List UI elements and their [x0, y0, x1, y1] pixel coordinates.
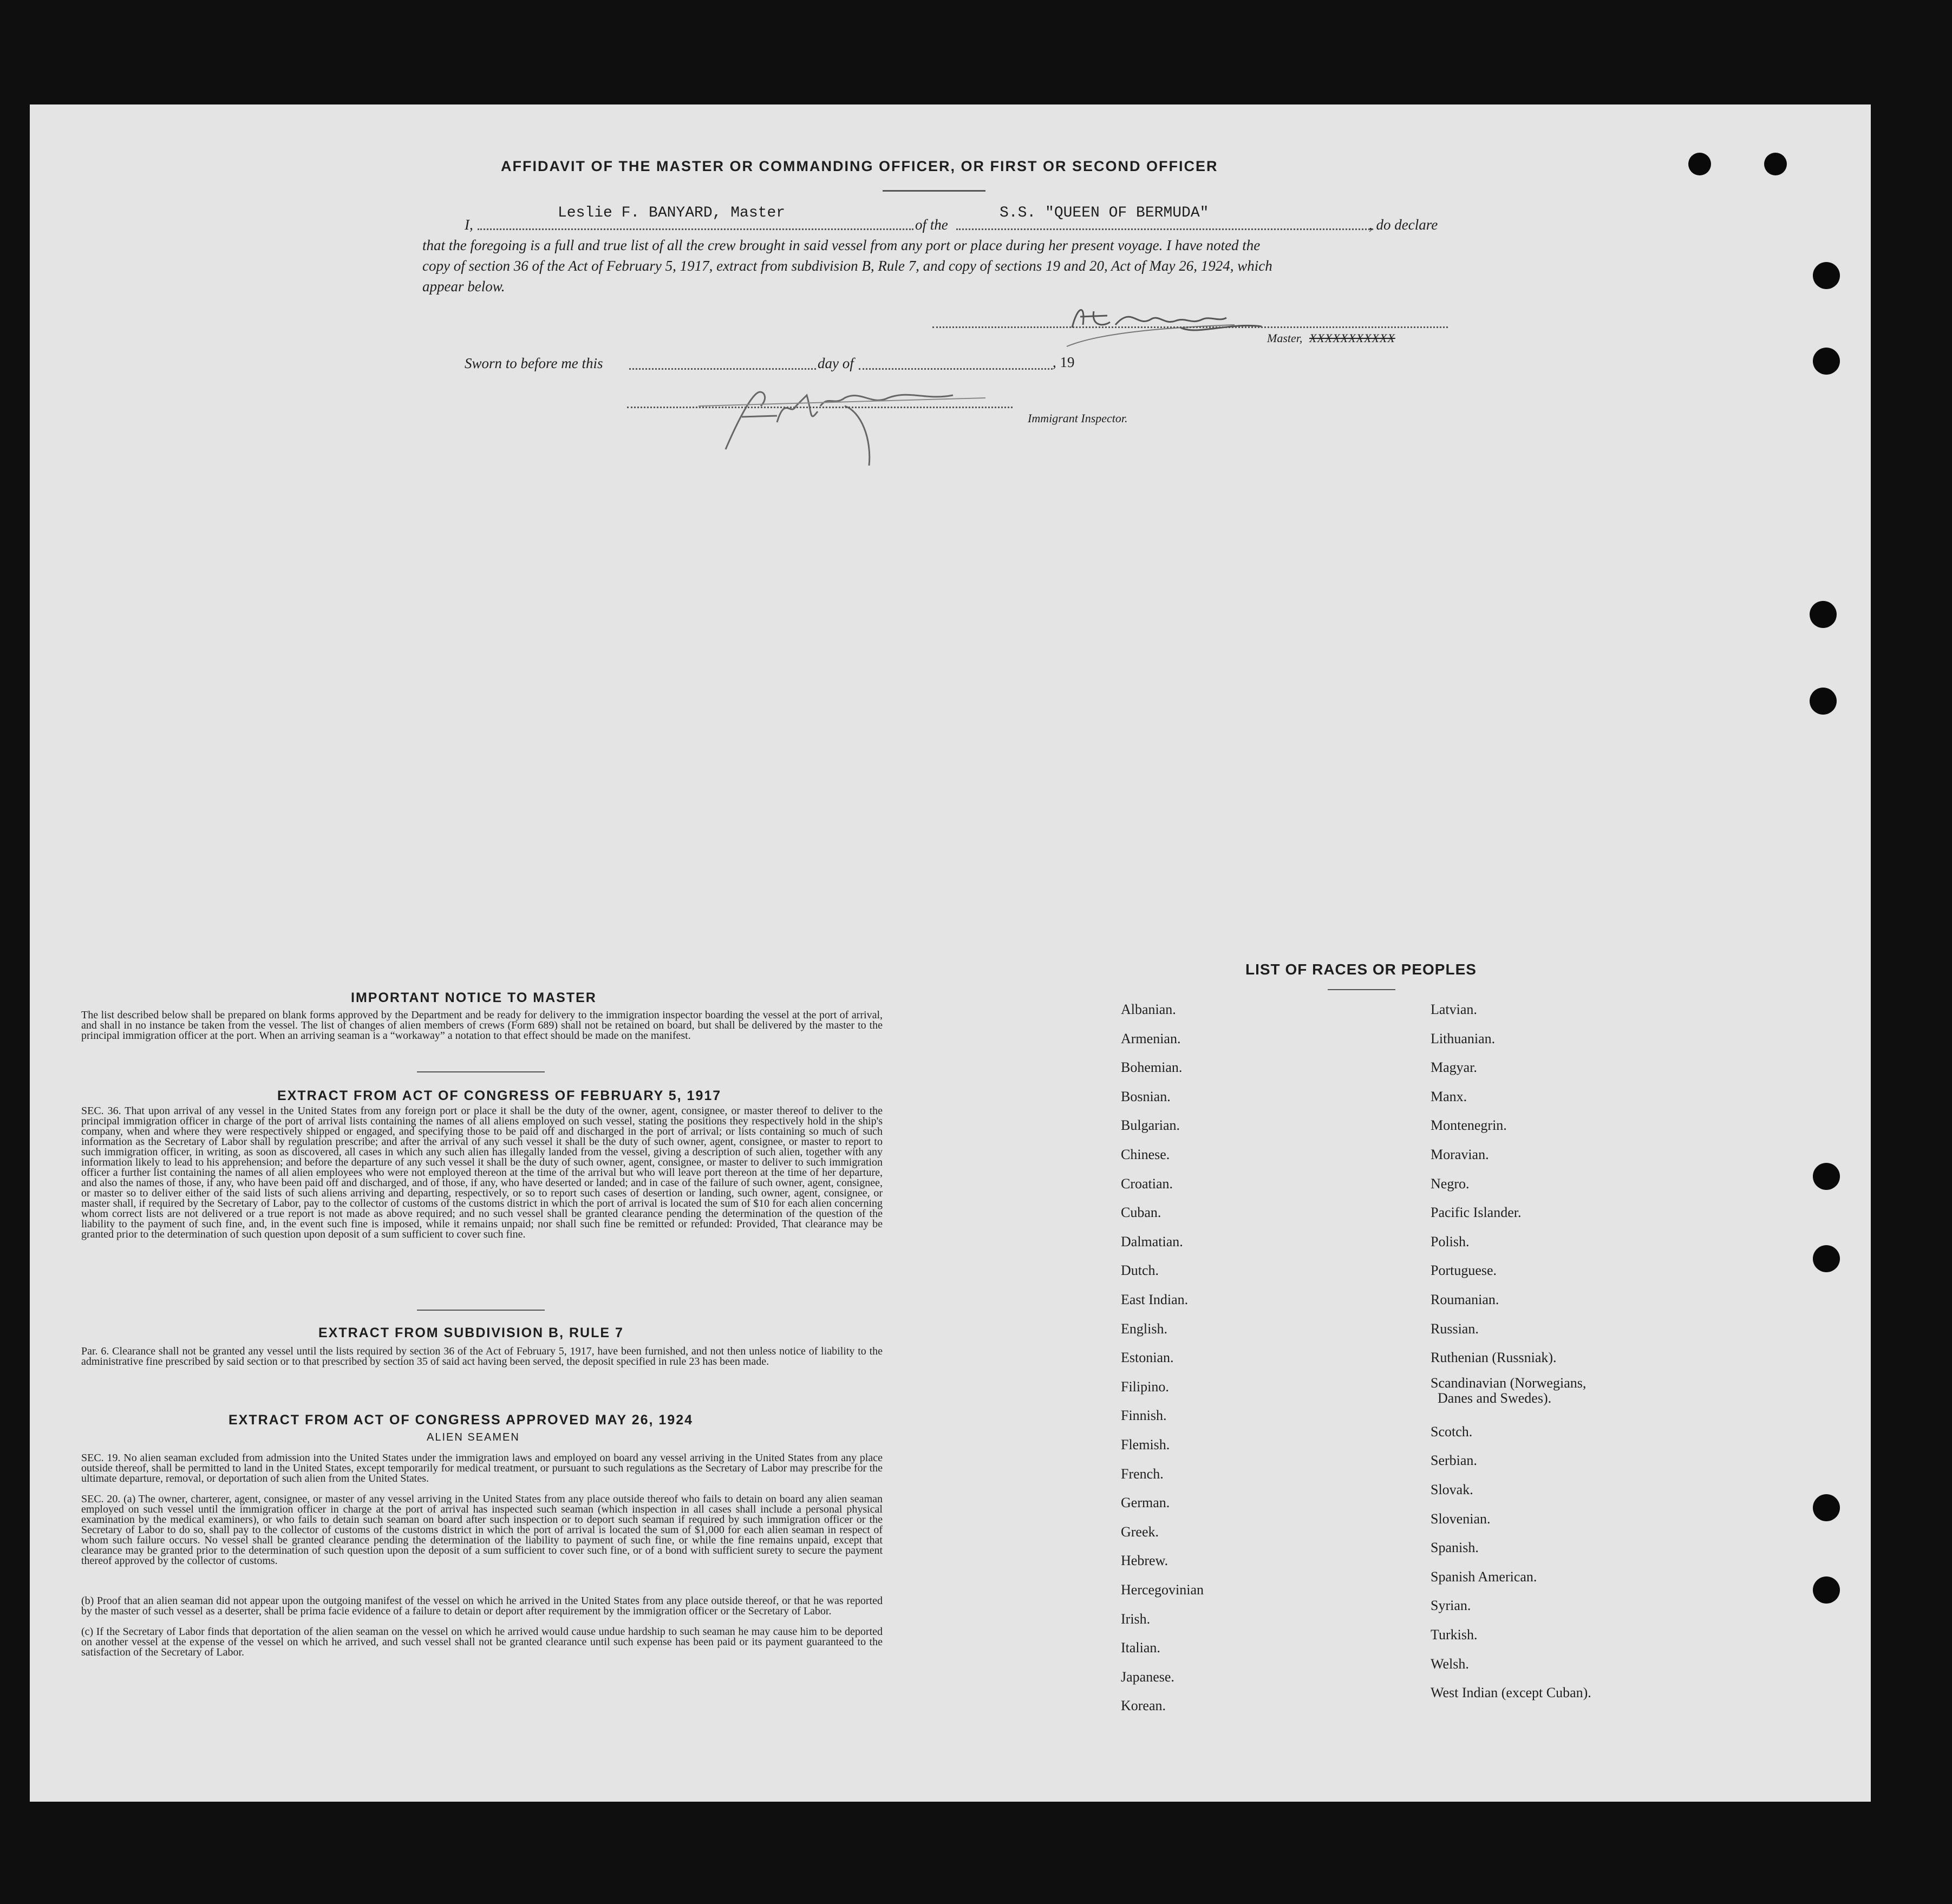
rule7-text: Par. 6. Clearance shall not be granted any vessel until the lists required by section 36 of the Act of February 5, 1917, have been furnished, and not then unless notice of liability to the administrative fine prescribed by said section or to that prescribed by section 35 of said act having been served, the deposit specified in rule 23 has been made. — [81, 1345, 883, 1368]
race-item: Greek. — [1121, 1523, 1159, 1540]
affidavit-body-line2: copy of section 36 of the Act of February 5, 1917, extract from subdivision B, Rule 7, and copy of sections 19 and 20, Act of May 26, 1924, which — [422, 258, 1272, 274]
divider — [1328, 989, 1395, 990]
punch-hole — [1810, 688, 1837, 715]
extract-1924-title: EXTRACT FROM ACT OF CONGRESS APPROVED MAY 26, 1924 — [229, 1412, 694, 1428]
race-item: Japanese. — [1121, 1669, 1174, 1685]
punch-hole — [1813, 262, 1840, 289]
inspector-signature — [682, 374, 1018, 471]
race-item: Armenian. — [1121, 1030, 1181, 1046]
alien-seamen-subtitle: ALIEN SEAMEN — [427, 1431, 520, 1443]
sworn-month-line — [859, 368, 1053, 370]
sec20c-text: (c) If the Secretary of Labor finds that deportation of the alien seaman on the vessel on which he arrived would cause undue hardship to such seaman he may cause him to be deported on another vessel at the expense of the vessel on which he arrived, and such vessel shall not be granted clearance until such expense has been paid or its payment guaranteed to the satisfaction of the Secretary of Labor. — [81, 1626, 883, 1658]
race-item: Pacific Islander. — [1431, 1205, 1522, 1221]
affidavit-body-line1: that the foregoing is a full and true list of all the crew brought in said vessel from any port or place during her present voyage. I have noted the — [422, 237, 1261, 253]
race-item: Albanian. — [1121, 1002, 1176, 1017]
inspector-label: Immigrant Inspector. — [1028, 411, 1128, 425]
extract-1917-text: SEC. 36. That upon arrival of any vessel in the United States from any foreign port or place it shall be the duty of the owner, agent, consignee, or master thereof to deliver to the principal immigration officer in charge of the port of arrival lists containing the names of all aliens employed on such vessel, stating the positions they respectively hold in the ship's company, when and where they were respectively shipped or engaged, and specifying those to be paid off and discharged in the port of arrival; or lists containing so much of such information as the Secretary of Labor shall by regulation prescribe; and after the arrival of any such vessel it shall be the duty of such owner, agent, consignee, or master to report to such immigration officer, in writing, as soon as discovered, all cases in which any such alien has illegally landed from the vessel, giving a description of such alien, together with any information likely to lead to his apprehension; and before the departure of any such vessel it shall be the duty of such owner, agent, consignee, or master to deliver to such immigration officer a further list containing the names of all alien employees who were not employed thereon at the time of the arrival but who will leave port thereon at the time of her departure, and also the names of those, if any, who have been paid off and discharged, and of those, if any, who have deserted or landed; and in case of the failure of such owner, agent, consignee, or master so to deliver either of the said lists of such aliens arriving and departing, respectively, or so to report such cases of desertion or landing, such owner, agent, consignee, or master shall, if required by the Secretary of Labor, pay to the collector of customs of the customs district in which the port of arrival is located the sum of $10 for each alien concerning whom correct lists are not delivered or a true report is not made as above required; and no such vessel shall be granted clearance pending the determination of the question of the liability to the payment of such fine, and, in the event such fine is imposed, while it remains unpaid; nor shall such fine be remitted or refunded: Provided, That clearance may be granted prior to the determination of such question upon deposit of a sum sufficient to cover such fine. — [81, 1105, 883, 1240]
race-item: Lithuanian. — [1431, 1030, 1496, 1046]
race-item: Scotch. — [1431, 1423, 1473, 1440]
punch-hole — [1688, 153, 1711, 175]
race-item: Hercegovinian — [1121, 1582, 1204, 1598]
race-item: Roumanian. — [1431, 1292, 1499, 1307]
affidavit-body-line3: appear below. — [422, 278, 505, 295]
punch-hole — [1813, 348, 1840, 375]
sworn-day-line — [629, 368, 816, 370]
race-item: Chinese. — [1121, 1147, 1170, 1162]
divider — [417, 1310, 545, 1311]
race-item: Korean. — [1121, 1698, 1166, 1714]
title-divider — [883, 190, 985, 192]
race-item: Latvian. — [1431, 1002, 1477, 1017]
inspector-signature-line — [627, 407, 1013, 408]
race-item: French. — [1121, 1465, 1164, 1482]
race-item: Welsh. — [1431, 1656, 1469, 1672]
vessel-name: S.S. "QUEEN OF BERMUDA" — [1000, 205, 1209, 221]
race-item: English. — [1121, 1320, 1167, 1337]
punch-hole — [1813, 1494, 1840, 1521]
struck-title: XXXXXXXXXXX — [1309, 331, 1395, 345]
do-declare: , do declare — [1369, 217, 1438, 233]
name-fill-line — [478, 228, 913, 230]
race-item: Dutch. — [1121, 1262, 1159, 1279]
race-item: Bulgarian. — [1121, 1117, 1180, 1134]
notice-text: The list described below shall be prepared on blank forms approved by the Department and be ready for delivery to the immigration inspector boarding the vessel at the port of arrival, and shall in no instance be taken from the vessel. The list of changes of alien members of crews (Form 689) shall not be retained on board, but shall be delivered by the master to the principal immigration officer at the port. When an arriving seaman is a “workaway” a notation to that effect should be made on the manifest. — [81, 1009, 883, 1042]
races-title: LIST OF RACES OR PEOPLES — [1245, 961, 1477, 978]
race-item: Hebrew. — [1121, 1553, 1168, 1569]
extract-1917-title: EXTRACT FROM ACT OF CONGRESS OF FEBRUARY 5, 1917 — [277, 1088, 722, 1103]
punch-hole — [1813, 1576, 1840, 1604]
sec20b-text: (b) Proof that an alien seaman did not appear upon the outgoing manifest of the vessel on which he arrived in the United States from any place outside thereof, or that he was reported by the master of such vessel as a deserter, shall be prima facie evidence of a failure to detain or deport after requirement by the immigration officer or the Secretary of Labor. — [81, 1595, 883, 1617]
race-item: Cuban. — [1121, 1205, 1161, 1221]
race-item: Scandinavian (Norwegians, Danes and Swedes). — [1431, 1375, 1587, 1406]
race-item: Irish. — [1121, 1611, 1151, 1627]
affidavit-i: I, — [465, 217, 473, 233]
punch-hole — [1813, 1163, 1840, 1190]
race-item: Syrian. — [1431, 1598, 1471, 1614]
year-prefix: , 19 — [1053, 354, 1075, 370]
affidavit-title: AFFIDAVIT OF THE MASTER OR COMMANDING OFFICER, OR FIRST OR SECOND OFFICER — [501, 158, 1218, 174]
race-item: Finnish. — [1121, 1408, 1167, 1424]
race-item: Filipino. — [1121, 1378, 1169, 1395]
punch-hole — [1810, 601, 1837, 628]
race-item: Polish. — [1431, 1233, 1470, 1249]
day-of-label: day of — [818, 355, 854, 371]
race-item: East Indian. — [1121, 1292, 1189, 1307]
race-item: Montenegrin. — [1431, 1117, 1507, 1134]
race-item: Bosnian. — [1121, 1088, 1171, 1104]
sec19-text: SEC. 19. No alien seaman excluded from admission into the United States under the immigration laws and employed on board any vessel arriving in the United States from any place outside thereof, shall be permitted to land in the United States, except temporarily for medical treatment, or pursuant to such regulations as the Secretary of Labor may prescribe for the ultimate departure, removal, or deportation of such alien from the United States. — [81, 1452, 883, 1484]
master-name: Leslie F. BANYARD, Master — [558, 205, 786, 221]
notice-title: IMPORTANT NOTICE TO MASTER — [351, 990, 597, 1005]
race-item: Portuguese. — [1431, 1262, 1497, 1279]
race-item: Manx. — [1431, 1088, 1467, 1104]
punch-hole — [1764, 153, 1787, 175]
race-item: Croatian. — [1121, 1175, 1173, 1192]
race-item: Dalmatian. — [1121, 1233, 1183, 1249]
vessel-fill-line — [956, 228, 1373, 230]
race-item: Moravian. — [1431, 1147, 1489, 1162]
race-item: West Indian (except Cuban). — [1431, 1685, 1591, 1701]
divider — [417, 1071, 545, 1072]
race-item: Turkish. — [1431, 1627, 1478, 1643]
race-item: Slovak. — [1431, 1482, 1473, 1498]
race-item: Italian. — [1121, 1640, 1160, 1656]
race-item: Serbian. — [1431, 1452, 1477, 1469]
of-the-label: of the — [915, 217, 948, 233]
race-item: Ruthenian (Russniak). — [1431, 1350, 1557, 1366]
punch-hole — [1813, 1245, 1840, 1272]
race-item: Spanish American. — [1431, 1568, 1537, 1585]
race-item: Spanish. — [1431, 1540, 1479, 1556]
master-signature-line — [932, 326, 1448, 328]
race-item: Magyar. — [1431, 1059, 1477, 1076]
master-label: Master, — [1267, 331, 1303, 345]
sec20a-text: SEC. 20. (a) The owner, charterer, agent, consignee, or master of any vessel arriving in the United States from any place outside thereof who fails to detain on board any alien seaman employed on such vessel until the immigration officer in charge at the port of arrival has inspected such seaman (which inspection in all cases shall include a personal physical examination by the medical examiners), or who fails to detain such seaman on board after such inspection or to deport such seaman if required by such immigration officer or the Secretary of Labor to do so, shall pay to the collector of customs of the customs district in which the port of arrival is located the sum of $1,000 for each alien seaman in respect of whom such failure occurs. No vessel shall be granted clearance pending the determination of the liability to payment of such fine, or while the fine remains unpaid, except that clearance may be granted prior to the determination of such question upon the deposit of a sum sufficient to cover such fine, or of a bond with sufficient surety to secure the payment thereof approved by the collector of customs. — [81, 1493, 883, 1567]
rule7-title: EXTRACT FROM SUBDIVISION B, RULE 7 — [318, 1325, 624, 1340]
master-signature — [1056, 295, 1303, 355]
race-item: Bohemian. — [1121, 1059, 1183, 1076]
race-item: Negro. — [1431, 1175, 1470, 1192]
race-item: Slovenian. — [1431, 1510, 1491, 1527]
race-item: Estonian. — [1121, 1350, 1174, 1366]
race-item: Flemish. — [1121, 1437, 1170, 1452]
race-item: German. — [1121, 1495, 1170, 1511]
race-item: Russian. — [1431, 1320, 1479, 1337]
sworn-label: Sworn to before me this — [465, 355, 603, 371]
